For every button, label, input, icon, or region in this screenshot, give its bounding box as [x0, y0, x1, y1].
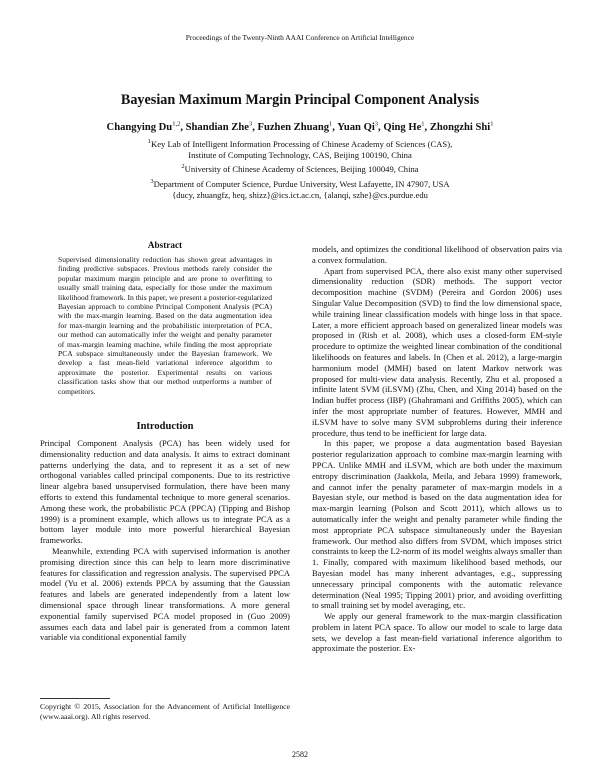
affiliation-line: Institute of Computing Technology, CAS, Beijing 100190, China: [188, 150, 412, 161]
proceedings-header: Proceedings of the Twenty-Ninth AAAI Conference on Artificial Intelligence: [185, 33, 415, 42]
author: Yuan Qi$^3$,: [337, 120, 384, 133]
abstract-heading: Abstract: [147, 240, 183, 250]
page-number: 2582: [292, 750, 308, 759]
author-emails: {ducy, zhuangfz, heq, shizz}@ics.ict.ac.cn, {alanqi, szhe}@cs.purdue.edu: [172, 189, 428, 200]
affiliations: [0, 136, 600, 201]
affiliation: $^2$University of Chinese Academy of Sciences, Beijing 100049, China: [181, 163, 419, 175]
author: Fuzhen Zhuang$^1$,: [257, 120, 338, 133]
affiliation: $^1$Key Lab of Intelligent Information Processing of Chinese Academy of Sciences (CAS),: [147, 138, 453, 149]
paragraph: Meanwhile, extending PCA with supervised information is another promising direction since this can help to learn more discriminative features for classification and regression analysis. The supervised PPCA model (Yu et al. 2006) extends PPCA by assuming that the Gaussian features and labels are generated independently from a latent low dimensional space through linear transformations. A more general exponential family supervised PCA model proposed in (Guo 2009) assumes each data and label pair is generated from a common latent variable via conditional exponential family: [40, 545, 290, 643]
introduction-heading: Introduction: [136, 421, 194, 432]
right-column-body: [312, 244, 562, 654]
author: Zhongzhi Shi$^1$: [429, 120, 494, 133]
abstract-text: Supervised dimensionality reduction has shown great advantages in finding predictive subspaces. Previous methods rarely consider the popular maximum margin principle and are prone to overfitting to usually small training data, especially for those under the maximum likelihood framework. In this paper, we present a posterior-regularized Bayesian approach to combine Principal Component Analysis (PCA) with the max-margin learning. Based on the data augmentation idea for max-margin learning and the probabilistic interpretation of PCA, our method can automatically infer the weight and penalty parameter of max-margin learning machine, while finding the most appropriate PCA subspace simultaneously under the Bayesian framework. We develop a fast mean-field variational inference algorithm to approximate the posterior. Experimental results on various classification tasks show that our method outperforms a number of competitors.: [58, 255, 272, 396]
affiliation: $^3$Department of Computer Science, Purdue University, West Lafayette, IN 47907, USA: [150, 177, 450, 189]
introduction-body: [40, 438, 290, 643]
paper-title: Bayesian Maximum Margin Principal Component Analysis: [120, 92, 480, 108]
paragraph: Apart from supervised PCA, there also exist many other supervised dimensionality reduction (SDR) methods. The support vector decomposition machine (SVDM) (Pereira and Gordon 2006) uses Singular Value Decomposition (SVD) to find the low dimensional space, while training linear classification models with hinge loss in that space. Later, a more efficient approach based on generalized linear models was proposed in (Rish et al. 2008), which uses a closed-form EM-style procedure to optimize the weighted linear combination of the conditional likelihoods on features and labels. In (Chen et al. 2012), a large-margin harmonium model (MMH) based on latent Markov network was proposed for multi-view data analysis. Recently, Zhu et al. proposed a infinite latent SVM (iLSVM) (Zhu, Chen, and Xing 2014) based on the Indian buffet process (IBP) (Ghahramani and Griffiths 2005), which can infer the most appropriate number of features. However, MMH and iLSVM have to solve many SVM subproblems during their inference procedure, thus tend to be inefficient for large data.: [312, 265, 562, 438]
author: Shandian Zhe$^3$,: [185, 120, 258, 133]
copyright-notice: Copyright © 2015, Association for the Advancement of Artificial Intelligence (www.aaai.org). All rights reserved.: [40, 702, 290, 722]
paragraph: models, and optimizes the conditional likelihood of observation pairs via a convex formulation.: [312, 244, 562, 265]
footnote-rule: [40, 698, 110, 699]
author: Changying Du$^{1,2}$,: [106, 120, 186, 133]
author: Qing He$^1$,: [383, 120, 430, 133]
paragraph: We apply our general framework to the max-margin classification problem in latent PCA space. To allow our model to scale to large data sets, we develop a fast mean-field variational inference algorithm to approximate the posterior. Ex-: [312, 611, 562, 654]
author-list: [0, 120, 600, 133]
paragraph: In this paper, we propose a data augmentation based Bayesian posterior regularization approach to combine max-margin learning with PPCA. Unlike MMH and iLSVM, which are both under the maximum entropy discrimination (Jaakkola, Meila, and Jebara 1999) framework, and cannot infer the penalty parameter of max-margin models in a Bayesian style, our method is based on the data augmentation idea for max-margin learning (Polson and Scott 2011), which allows us to automatically infer the weight and penalty parameter while finding the most appropriate PCA subspace simultaneously under the Bayesian framework. Our method also differs from SVDM, which imposes strict constraints to keep the L2-norm of its model weights always smaller than 1. Finally, compared with maximum likelihood based methods, our Bayesian model has many inherent advantages, e.g., suppressing unnecessary principal components with the automatic relevance determination (Neal 1995; Tipping 2001) prior, and avoiding overfitting to small training set by model averaging, etc.: [312, 438, 562, 611]
paragraph: Principal Component Analysis (PCA) has been widely used for dimensionality reduction and data analysis. It aims to extract dominant patterns underlying the data, and to represent it as a set of new orthogonal variables called principal components. Due to its restrictive linear algebra based unsupervised formulation, there have been many efforts to extend this fundamental technique to more general scenarios. Among these work, the probabilistic PCA (PPCA) (Tipping and Bishop 1999) is a prominent example, which allows us to integrate PCA as a bottom layer module into more powerful hierarchical Bayesian frameworks.: [40, 438, 290, 546]
